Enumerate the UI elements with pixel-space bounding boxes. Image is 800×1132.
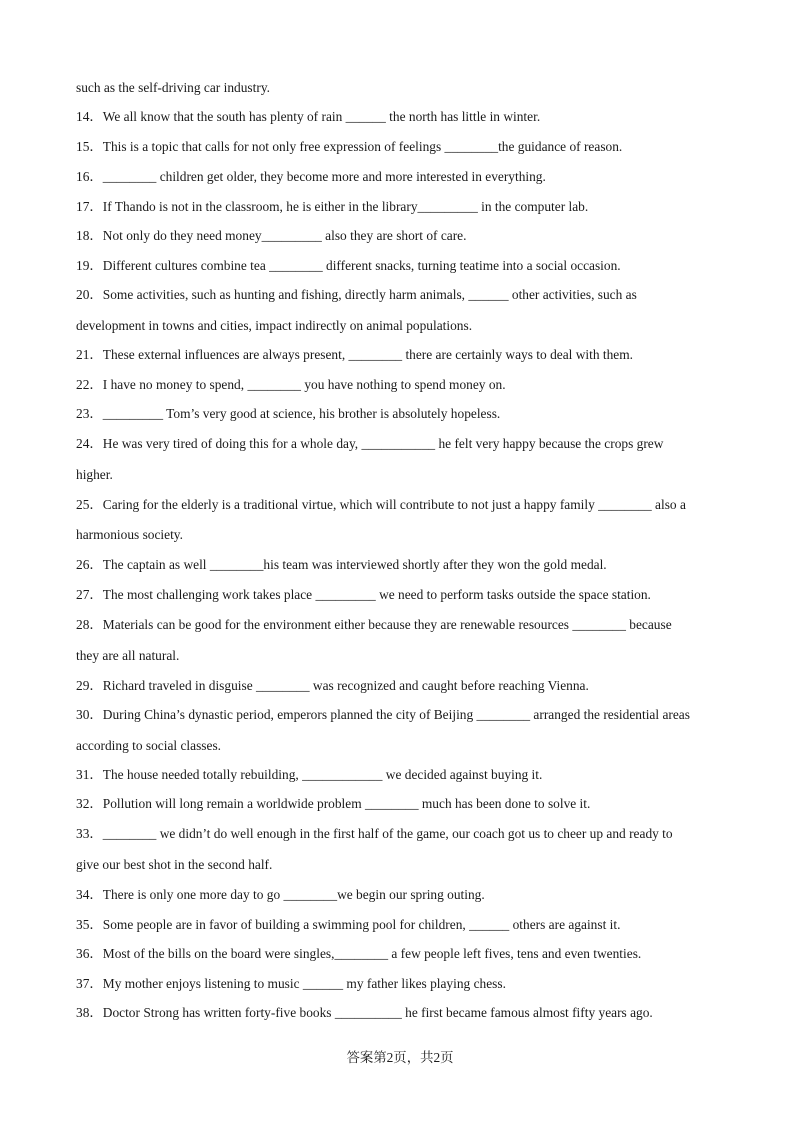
- text-line-continued: harmonious society.: [76, 527, 183, 542]
- question-22: 22．I have no money to spend, ________ you have nothing to spend money on.: [76, 377, 506, 392]
- text-line-continued: according to social classes.: [76, 738, 222, 753]
- question-26: 26．The captain as well ________his team was interviewed shortly after they won the gold medal.: [76, 557, 607, 572]
- question-15: 15．This is a topic that calls for not only free expression of feelings ________the guidance of reason.: [76, 139, 623, 154]
- question-37: 37．My mother enjoys listening to music ______ my father likes playing chess.: [76, 976, 506, 991]
- question-31: 31．The house needed totally rebuilding, ____________ we decided against buying it.: [76, 767, 543, 782]
- question-23: 23．_________ Tom’s very good at science, his brother is absolutely hopeless.: [76, 406, 501, 421]
- question-14: 14．We all know that the south has plenty of rain ______ the north has little in winter.: [76, 109, 541, 124]
- question-19: 19．Different cultures combine tea ________ different snacks, turning teatime into a social occasion.: [76, 258, 621, 273]
- question-34: 34．There is only one more day to go ________we begin our spring outing.: [76, 887, 485, 902]
- question-35: 35．Some people are in favor of building a swimming pool for children, ______ others are against it.: [76, 917, 621, 932]
- question-17: 17．If Thando is not in the classroom, he is either in the library_________ in the computer lab.: [76, 199, 589, 214]
- text-line-continued: higher.: [76, 467, 113, 482]
- question-16: 16．________ children get older, they become more and more interested in everything.: [76, 169, 546, 184]
- question-25: 25．Caring for the elderly is a traditional virtue, which will contribute to not just a happy family ________ also a: [76, 497, 686, 512]
- text-line-continued: they are all natural.: [76, 648, 180, 663]
- question-33: 33．________ we didn’t do well enough in the first half of the game, our coach got us to cheer up and ready to: [76, 826, 673, 841]
- text-line-continued: give our best shot in the second half.: [76, 857, 273, 872]
- question-21: 21．These external influences are always present, ________ there are certainly ways to deal with them.: [76, 347, 633, 362]
- page-footer: 答案第2页，共2页: [346, 1050, 454, 1065]
- text-line-continued: development in towns and cities, impact indirectly on animal populations.: [76, 318, 473, 333]
- text-line: such as the self-driving car industry.: [76, 80, 270, 95]
- question-24: 24．He was very tired of doing this for a whole day, ___________ he felt very happy because the crops grew: [76, 436, 664, 451]
- question-20: 20．Some activities, such as hunting and fishing, directly harm animals, ______ other activities, such as: [76, 287, 637, 302]
- question-36: 36．Most of the bills on the board were singles,________ a few people left fives, tens and even twenties.: [76, 946, 642, 961]
- question-18: 18．Not only do they need money_________ also they are short of care.: [76, 228, 467, 243]
- question-29: 29．Richard traveled in disguise ________ was recognized and caught before reaching Vienna.: [76, 678, 589, 693]
- question-38: 38．Doctor Strong has written forty-five books __________ he first became famous almost fifty years ago.: [76, 1005, 653, 1020]
- question-30: 30．During China’s dynastic period, emperors planned the city of Beijing ________ arranged the residential areas: [76, 707, 690, 722]
- question-28: 28．Materials can be good for the environment either because they are renewable resources ________ because: [76, 617, 672, 632]
- question-32: 32．Pollution will long remain a worldwide problem ________ much has been done to solve it.: [76, 796, 591, 811]
- question-27: 27．The most challenging work takes place _________ we need to perform tasks outside the space station.: [76, 587, 651, 602]
